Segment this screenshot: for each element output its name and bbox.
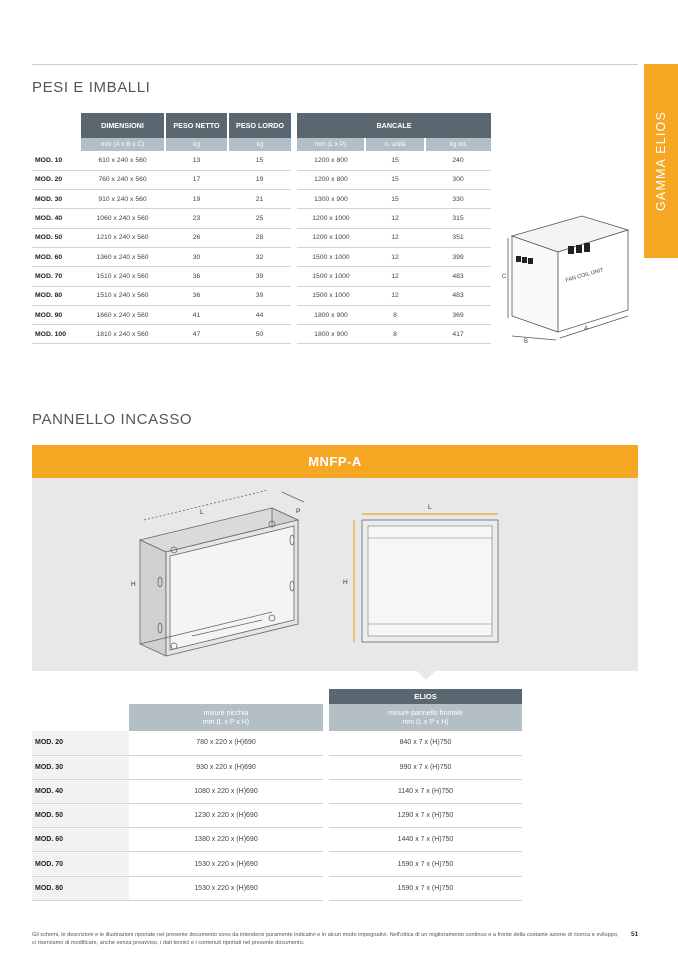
front-header-line2: mm (L x P x H) [402, 718, 449, 726]
dimensions-cell: 1210 x 240 x 560 [80, 228, 165, 247]
col-net-weight: PESO NETTO [165, 113, 228, 138]
pallet-total-cell: 369 [425, 305, 491, 324]
gross-weight-cell: 44 [228, 305, 291, 324]
side-tab-label: GAMMA ELIOS [654, 110, 668, 212]
table-row [32, 286, 291, 305]
box-label-b: B [524, 339, 529, 344]
iso-label-l: L [200, 509, 204, 516]
iso-label-p: P [296, 508, 301, 515]
pallet-total-cell: 315 [425, 209, 491, 228]
panel-drawing-area [32, 478, 638, 671]
pallet-units-cell: 8 [365, 325, 425, 344]
table-row [32, 209, 291, 228]
pallet-total-cell: 483 [425, 267, 491, 286]
gross-weight-cell: 28 [228, 228, 291, 247]
model-cell: MOD. 50 [32, 228, 80, 247]
net-weight-cell: 36 [165, 267, 228, 286]
pallet-total-cell: 300 [425, 170, 491, 189]
model-cell: MOD. 30 [32, 755, 129, 779]
pallet-units-cell: 15 [365, 151, 425, 170]
table-row [32, 247, 291, 266]
unit-dimensions: mm (A x B x C) [80, 138, 165, 151]
model-cell: MOD. 50 [32, 804, 129, 828]
dimensions-cell: 1510 x 240 x 560 [80, 267, 165, 286]
pallet-total-cell: 417 [425, 325, 491, 344]
table-row [297, 151, 491, 170]
dimensions-cell: 1510 x 240 x 560 [80, 286, 165, 305]
pallet-units-cell: 12 [365, 209, 425, 228]
model-cell: MOD. 20 [32, 170, 80, 189]
dimensions-cell: 760 x 240 x 560 [80, 170, 165, 189]
pallet-total-cell: 240 [425, 151, 491, 170]
pallet-size-cell: 1200 x 800 [297, 170, 365, 189]
col-pallet: BANCALE [297, 113, 491, 138]
unit-pallet-units: n. unità [365, 138, 425, 151]
table-row [297, 190, 491, 209]
table-row [297, 325, 491, 344]
model-cell: MOD. 80 [32, 286, 80, 305]
top-divider [32, 64, 638, 65]
table-row [297, 247, 491, 266]
pallet-units-cell: 12 [365, 228, 425, 247]
niche-header-line1: misure nicchia [203, 709, 249, 717]
pallet-size-cell: 1800 x 900 [297, 325, 365, 344]
net-weight-cell: 47 [165, 325, 228, 344]
gross-weight-cell: 15 [228, 151, 291, 170]
front-label-l: L [428, 504, 432, 511]
net-weight-cell: 30 [165, 247, 228, 266]
net-weight-cell: 26 [165, 228, 228, 247]
pallet-units-cell: 8 [365, 305, 425, 324]
niche-frame-iso [140, 490, 304, 656]
niche-size-cell: 930 x 220 x (H)690 [129, 755, 323, 779]
model-cell: MOD. 70 [32, 852, 129, 876]
pallet-total-cell: 351 [425, 228, 491, 247]
gross-weight-cell: 39 [228, 267, 291, 286]
pallet-total-cell: 483 [425, 286, 491, 305]
unit-gross: kg [228, 138, 291, 151]
table-row [32, 190, 291, 209]
niche-size-cell: 780 x 220 x (H)690 [129, 731, 323, 755]
dimensions-cell: 1810 x 240 x 560 [80, 325, 165, 344]
niche-size-cell: 1230 x 220 x (H)690 [129, 804, 323, 828]
niche-size-cell: 1530 x 220 x (H)690 [129, 852, 323, 876]
panel-model-banner: MNFP-A [32, 445, 638, 478]
table-row [297, 170, 491, 189]
model-cell: MOD. 60 [32, 828, 129, 852]
unit-pallet-total: kg tot. [425, 138, 491, 151]
front-panel-view [354, 514, 498, 642]
net-weight-cell: 17 [165, 170, 228, 189]
model-cell: MOD. 10 [32, 151, 80, 170]
table-row [297, 267, 491, 286]
table-row [32, 876, 522, 900]
gross-weight-cell: 39 [228, 286, 291, 305]
pallet-size-cell: 1200 x 1000 [297, 209, 365, 228]
front-size-cell: 840 x 7 x (H)750 [329, 731, 522, 755]
model-cell: MOD. 60 [32, 247, 80, 266]
box-print-label: FAN COIL UNIT [564, 267, 605, 284]
pallet-units-cell: 12 [365, 267, 425, 286]
gross-weight-cell: 21 [228, 190, 291, 209]
model-cell: MOD. 90 [32, 305, 80, 324]
table-row [32, 755, 522, 779]
model-cell: MOD. 40 [32, 779, 129, 803]
pallet-units-cell: 15 [365, 190, 425, 209]
dimensions-cell: 1660 x 240 x 560 [80, 305, 165, 324]
model-cell: MOD. 20 [32, 731, 129, 755]
dimensions-cell: 1360 x 240 x 560 [80, 247, 165, 266]
gross-weight-cell: 50 [228, 325, 291, 344]
net-weight-cell: 41 [165, 305, 228, 324]
table-row [32, 151, 291, 170]
gross-weight-cell: 19 [228, 170, 291, 189]
front-size-cell: 1140 x 7 x (H)750 [329, 779, 522, 803]
gross-weight-cell: 32 [228, 247, 291, 266]
table-row [32, 828, 522, 852]
side-tab [644, 64, 678, 258]
pallet-size-cell: 1800 x 900 [297, 305, 365, 324]
table-row [32, 267, 291, 286]
col-gross-weight: PESO LORDO [228, 113, 291, 138]
table-row [32, 170, 291, 189]
box-label-a: A [584, 326, 589, 332]
model-cell: MOD. 30 [32, 190, 80, 209]
pallet-units-cell: 15 [365, 170, 425, 189]
pallet-size-cell: 1500 x 1000 [297, 286, 365, 305]
iso-label-h: H [131, 581, 136, 588]
niche-header [129, 704, 323, 731]
pallet-size-cell: 1500 x 1000 [297, 267, 365, 286]
niche-header-line2: mm (L x P x H) [202, 718, 250, 726]
pallet-units-cell: 12 [365, 286, 425, 305]
col-dimensions: DIMENSIONI [80, 113, 165, 138]
model-cell: MOD. 70 [32, 267, 80, 286]
pallet-size-cell: 1300 x 900 [297, 190, 365, 209]
table-row [32, 731, 522, 755]
dimensions-cell: 910 x 240 x 560 [80, 190, 165, 209]
footnote: Gli schemi, le descrizioni e le illustrazioni riportate nel presente documento sono da intendersi puramente indicativi e in alcun modo impegnativi. Nell'ottica di un miglioramento continuo e a fronte della costante azione di ricerca e sviluppo, ci riserviamo di modificare, anche senza preavviso, i dati tecnici e i contenuti riportati nel presente documento. [32, 932, 619, 946]
panel-title: PANNELLO INCASSO [32, 411, 193, 428]
pallet-total-cell: 330 [425, 190, 491, 209]
net-weight-cell: 19 [165, 190, 228, 209]
front-header-line1: misure pannello frontale [388, 709, 463, 717]
front-size-cell: 1290 x 7 x (H)750 [329, 804, 522, 828]
table-row [297, 286, 491, 305]
dimensions-cell: 1060 x 240 x 560 [80, 209, 165, 228]
front-header [329, 704, 522, 731]
weights-title: PESI E IMBALLI [32, 79, 151, 96]
table-row [32, 852, 522, 876]
net-weight-cell: 13 [165, 151, 228, 170]
table-row [32, 804, 522, 828]
table-row [32, 228, 291, 247]
niche-size-cell: 1530 x 220 x (H)690 [129, 876, 323, 900]
front-size-cell: 990 x 7 x (H)750 [329, 755, 522, 779]
elios-header: ELIOS [329, 689, 522, 704]
package-box-drawing [500, 212, 640, 344]
table-row [297, 305, 491, 324]
pallet-total-cell: 399 [425, 247, 491, 266]
table-row [32, 325, 291, 344]
dimensions-cell: 610 x 240 x 560 [80, 151, 165, 170]
table-row [32, 779, 522, 803]
net-weight-cell: 36 [165, 286, 228, 305]
unit-net: kg [165, 138, 228, 151]
front-size-cell: 1440 x 7 x (H)750 [329, 828, 522, 852]
panel-drawings [32, 478, 638, 671]
unit-pallet-size: mm (L x P) [297, 138, 365, 151]
front-size-cell: 1590 x 7 x (H)750 [329, 876, 522, 900]
pallet-size-cell: 1200 x 1000 [297, 228, 365, 247]
pallet-table [297, 113, 491, 344]
table-row [297, 209, 491, 228]
table-row [297, 228, 491, 247]
pallet-size-cell: 1200 x 800 [297, 151, 365, 170]
model-cell: MOD. 80 [32, 876, 129, 900]
box-label-c: C [502, 274, 507, 280]
table-row [32, 305, 291, 324]
gross-weight-cell: 25 [228, 209, 291, 228]
pallet-units-cell: 12 [365, 247, 425, 266]
weights-table [32, 113, 291, 344]
model-cell: MOD. 40 [32, 209, 80, 228]
net-weight-cell: 23 [165, 209, 228, 228]
model-cell: MOD. 100 [32, 325, 80, 344]
niche-size-cell: 1380 x 220 x (H)690 [129, 828, 323, 852]
front-label-h: H [343, 579, 348, 586]
pallet-size-cell: 1500 x 1000 [297, 247, 365, 266]
niche-size-cell: 1080 x 220 x (H)690 [129, 779, 323, 803]
niche-table [32, 689, 522, 901]
panel-notch [416, 670, 436, 680]
front-size-cell: 1590 x 7 x (H)750 [329, 852, 522, 876]
page-number: 51 [631, 931, 639, 938]
